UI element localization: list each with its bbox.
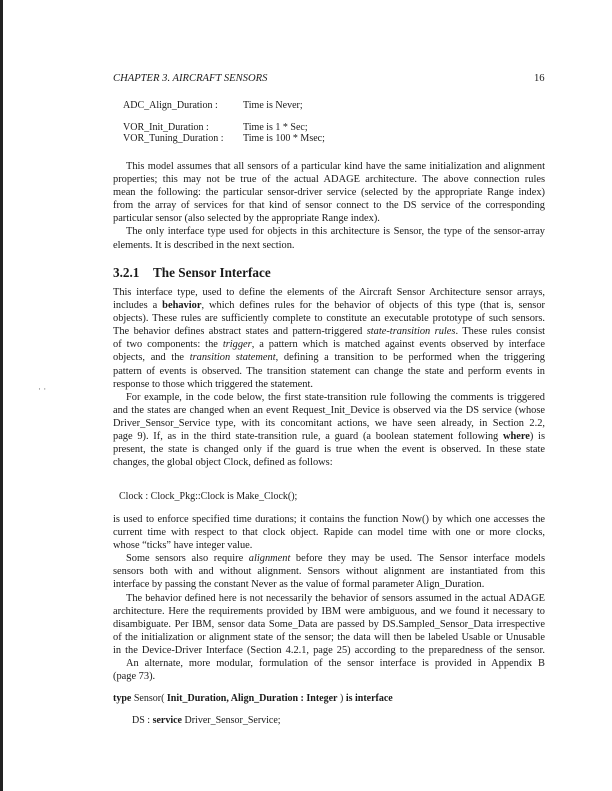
section-number: 3.2.1 bbox=[113, 265, 140, 280]
text-segment: The only interface type used for objects in this architecture is Sensor, the type of the sensor-array bbox=[126, 226, 545, 238]
text-segment: current time with respect to that clock object. Rapide can model time with one or more clocks, bbox=[113, 527, 545, 539]
text-segment: pattern of events is observed. The transition statement can change the state and perform events in bbox=[113, 365, 545, 377]
page-number: 16 bbox=[534, 73, 545, 84]
text-line bbox=[113, 618, 545, 631]
keyword: type bbox=[113, 693, 132, 704]
code-value: Time is 100 * Msec; bbox=[243, 133, 325, 144]
code-name: VOR_Tuning_Duration : bbox=[123, 133, 224, 144]
text-line bbox=[113, 391, 545, 404]
text-segment: objects, and the bbox=[113, 352, 190, 364]
text-segment: elements. It is described in the next section. bbox=[113, 239, 295, 251]
code-line bbox=[123, 100, 303, 111]
text-line bbox=[113, 670, 545, 683]
text-line bbox=[113, 644, 545, 657]
keyword: Init_Duration, Align_Duration : Integer bbox=[166, 693, 338, 704]
scan-edge bbox=[0, 0, 3, 791]
text-segment: The behavior defines abstract states and pattern-triggered bbox=[113, 326, 367, 338]
section-heading bbox=[113, 265, 271, 281]
keyword: is interface bbox=[345, 693, 393, 704]
text-line bbox=[113, 351, 545, 364]
text-segment: is used to enforce specified time durations; it contains the function Now() by which one accesses the bbox=[113, 514, 545, 525]
text-segment: Some sensors also require bbox=[126, 553, 249, 565]
keyword: service bbox=[152, 715, 182, 726]
text-segment: , defining a transition to be performed when the triggering bbox=[275, 352, 545, 364]
text-line bbox=[113, 565, 545, 578]
section-title: The Sensor Interface bbox=[153, 265, 271, 280]
text-line bbox=[113, 539, 545, 552]
bold-text: behavior bbox=[162, 300, 202, 312]
italic-text: alignment bbox=[248, 553, 291, 565]
text-segment: objects). These rules are sufficiently complete to constitute an executable prototype of such sensors. bbox=[113, 313, 545, 325]
text-segment: ) is bbox=[529, 431, 545, 443]
text-line bbox=[113, 365, 545, 378]
text-segment: page 9). If, as in the third state-transition rule, a guard (a boolean statement following bbox=[113, 431, 503, 443]
italic-text: state-transition rules bbox=[366, 326, 456, 338]
scan-mark: · · bbox=[38, 384, 47, 394]
text-segment: architecture. Here the requirements provided by IBM were ambiguous, and we found it necessary to bbox=[113, 605, 545, 617]
text-segment: , a pattern which is matched against events observed by interface bbox=[251, 339, 545, 351]
text-segment: changes, the global object Clock, defined as follows: bbox=[113, 457, 333, 469]
code-name: ADC_Align_Duration : bbox=[123, 100, 218, 111]
paragraph-block bbox=[113, 286, 545, 469]
text-segment: and the states are changed when an event Request_Init_Device is observed via the DS service (whose bbox=[113, 404, 545, 416]
text-line bbox=[113, 417, 545, 430]
clock-code-line: Clock : Clock_Pkg::Clock is Make_Clock(); bbox=[119, 491, 298, 502]
text-segment: of the initialization or alignment state of the sensor; the data will then be labeled Usable or Unusable bbox=[113, 631, 545, 643]
paragraph-block bbox=[113, 513, 545, 683]
code-text: DS : bbox=[132, 715, 153, 726]
text-segment: in the Device-Driver Interface (Section 4.2.1, page 25) according to the preparedness of the sensor. bbox=[113, 644, 545, 656]
bold-text: where bbox=[502, 431, 530, 443]
code-text: ) bbox=[337, 693, 346, 704]
code-line bbox=[123, 122, 308, 133]
text-segment: This interface type, used to define the elements of the Aircraft Sensor Architecture sensor arrays, bbox=[113, 287, 545, 298]
text-segment: This model assumes that all sensors of a particular kind have the same initialization and alignment bbox=[126, 161, 545, 172]
text-line bbox=[113, 160, 545, 173]
code-text: Sensor( bbox=[131, 693, 167, 704]
text-line bbox=[113, 430, 545, 443]
text-line bbox=[113, 657, 545, 670]
code-value: Time is 1 * Sec; bbox=[243, 122, 308, 133]
text-segment: For example, in the code below, the first state-transition rule following the comments is triggered bbox=[126, 391, 545, 403]
text-segment: of two components: the bbox=[113, 339, 223, 351]
code-text: Driver_Sensor_Service; bbox=[182, 715, 281, 726]
text-line bbox=[113, 212, 545, 225]
text-segment: present, the state is changed only if the guard is true when the event is observed. In these state bbox=[113, 444, 545, 456]
text-line bbox=[113, 225, 545, 238]
text-segment: before they may be used. The Sensor interface models bbox=[290, 553, 545, 565]
service-declaration-line bbox=[132, 715, 281, 726]
running-header-chapter: CHAPTER 3. AIRCRAFT SENSORS bbox=[113, 73, 268, 84]
text-line bbox=[113, 526, 545, 539]
text-line bbox=[113, 173, 545, 186]
text-line bbox=[113, 325, 545, 338]
text-line bbox=[113, 286, 545, 299]
text-line bbox=[113, 199, 545, 212]
text-segment: from the array of services for that kind of sensor connect to the DS service of the corresponding bbox=[113, 200, 545, 212]
text-line bbox=[113, 513, 545, 526]
text-segment: includes a bbox=[113, 300, 163, 312]
text-segment: An alternate, more modular, formulation of the sensor interface is provided in Appendix B bbox=[126, 658, 545, 670]
text-segment: whose “ticks” have integer value. bbox=[113, 540, 253, 552]
text-segment: response to those which triggered the statement. bbox=[113, 378, 313, 390]
text-segment: sensors both with and without alignment. Sensors without alignment are instantiated from this bbox=[113, 566, 545, 578]
text-line bbox=[113, 578, 545, 591]
text-line bbox=[113, 592, 545, 605]
text-line bbox=[113, 338, 545, 351]
text-line bbox=[113, 456, 545, 469]
text-line bbox=[113, 443, 545, 456]
text-segment: properties; this may not be true of the actual ADAGE architecture. The above connection rules bbox=[113, 174, 545, 186]
text-segment: disambiguate. Per IBM, sensor data Some_Data are passed by DS.Sampled_Sensor_Data irrespective bbox=[113, 618, 545, 630]
text-line bbox=[113, 299, 545, 312]
text-line bbox=[113, 631, 545, 644]
text-segment: , which defines rules for the behavior of objects of this type (that is, sensor bbox=[201, 300, 545, 312]
text-segment: . These rules consist bbox=[455, 326, 545, 338]
code-line bbox=[123, 133, 325, 144]
text-segment: (page 73). bbox=[113, 671, 156, 683]
text-segment: The behavior defined here is not necessarily the behavior of sensors assumed in the actual ADAGE bbox=[126, 592, 545, 604]
italic-text: transition statement bbox=[189, 352, 276, 364]
text-segment: interface by passing the constant Never as the value of formal parameter Align_Duration. bbox=[113, 579, 485, 591]
type-declaration-line bbox=[113, 693, 393, 704]
text-line bbox=[113, 239, 545, 252]
text-line bbox=[113, 312, 545, 325]
text-segment: particular sensor (also selected by the appropriate Range index). bbox=[113, 213, 380, 225]
text-line bbox=[113, 404, 545, 417]
text-line bbox=[113, 186, 545, 199]
text-segment: mean the following: the particular sensor-driver service (selected by the appropriate Range index) bbox=[113, 187, 545, 199]
code-value: Time is Never; bbox=[243, 100, 303, 111]
italic-text: trigger bbox=[222, 339, 252, 351]
text-line bbox=[113, 552, 545, 565]
text-segment: Driver_Sensor_Service type, with its concomitant actions, we have seen already, in Section 2.2, bbox=[113, 417, 545, 429]
text-line bbox=[113, 378, 545, 391]
code-name: VOR_Init_Duration : bbox=[123, 122, 209, 133]
text-line bbox=[113, 605, 545, 618]
paragraph-block bbox=[113, 160, 545, 252]
